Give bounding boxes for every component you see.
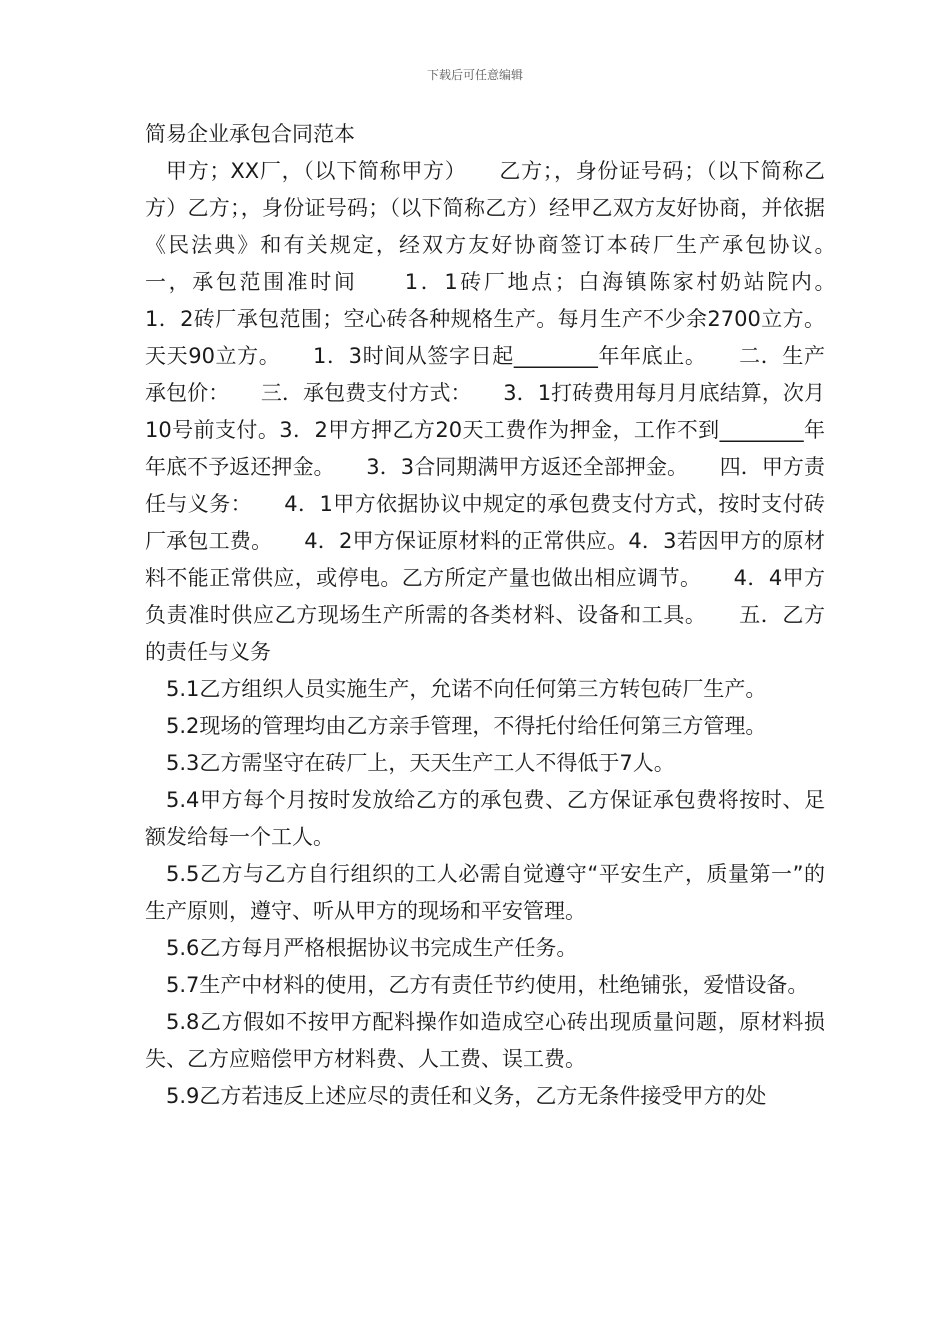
- clause-5-5: 5.5乙方与乙方自行组织的工人必需自觉遵守“平安生产，质量第一”的生产原则，遵守、听从甲方的现场和平安管理。: [145, 862, 825, 923]
- clause-5-8: 5.8乙方假如不按甲方配料操作如造成空心砖出现质量问题，原材料损失、乙方应赔偿甲方材料费、人工费、误工费。: [145, 1010, 825, 1071]
- page-header: 下载后可任意编辑: [426, 68, 523, 82]
- clause-5-9: 5.9乙方若违反上述应尽的责任和义务，乙方无条件接受甲方的处: [166, 1084, 767, 1108]
- clause-5-3: 5.3乙方需坚守在砖厂上，天天生产工人不得低于7人。: [166, 751, 675, 775]
- clause-5-1: 5.1乙方组织人员实施生产，允诺不向任何第三方转包砖厂生产。: [166, 677, 767, 701]
- document-title: 简易企业承包合同范本: [145, 122, 355, 146]
- clause-5-6: 5.6乙方每月严格根据协议书完成生产任务。: [166, 936, 578, 960]
- document-body: [145, 116, 867, 1115]
- clause-5-4: 5.4甲方每个月按时发放给乙方的承包费、乙方保证承包费将按时、足额发给每一个工人。: [145, 788, 825, 849]
- intro-paragraph: 甲方；XX厂，（以下简称甲方） 乙方；，身份证号码；（以下简称乙方）乙方；，身份证号码；（以下简称乙方）经甲乙双方友好协商，并依据《民法典》和有关规定，经双方友好协商签订本砖厂生产承包协议。 一，承包范围准时间 1．1砖厂地点；白海镇陈家村奶站院内。 1．2砖厂承包范围；空心砖各种规格生产。每月生产不少余2700立方。天天90立方。 1．3时间从签字日起________年年底止。 二．生产承包价： 三．承包费支付方式： 3．1打砖费用每月月底结算，次月10号前支付。3．2甲方押乙方20天工费作为押金，工作不到________年年底不予返还押金。 3．3合同期满甲方返还全部押金。 四．甲方责任与义务： 4．1甲方依据协议中规定的承包费支付方式，按时支付砖厂承包工费。 4．2甲方保证原材料的正常供应。4．3若因甲方的原材料不能正常供应，或停电。乙方所定产量也做出相应调节。 4．4甲方负责准时供应乙方现场生产所需的各类材料、设备和工具。 五．乙方的责任与义务: [145, 159, 867, 664]
- clause-5-2: 5.2现场的管理均由乙方亲手管理，不得托付给任何第三方管理。: [166, 714, 767, 738]
- clause-5-7: 5.7生产中材料的使用，乙方有责任节约使用，杜绝铺张，爱惜设备。: [166, 973, 809, 997]
